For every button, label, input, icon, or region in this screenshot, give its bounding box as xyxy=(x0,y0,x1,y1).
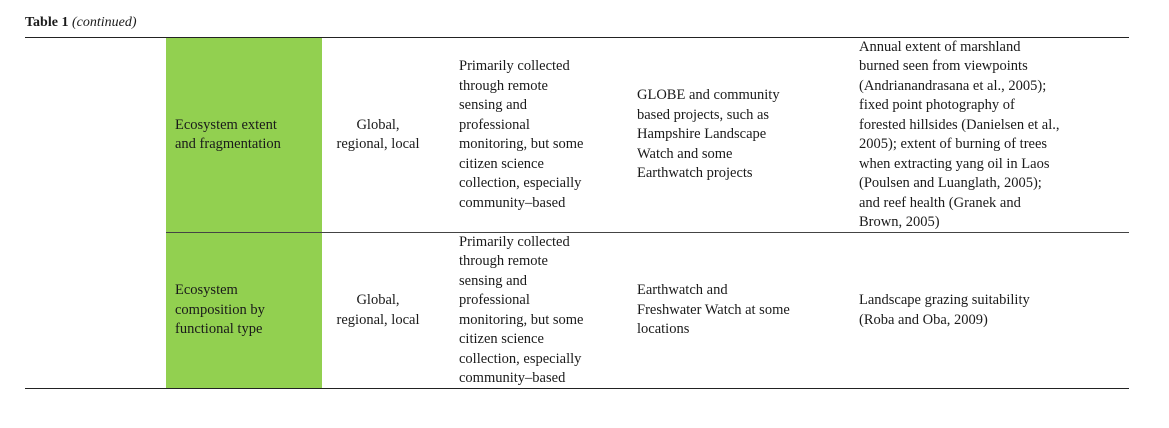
collection-cell xyxy=(459,233,627,388)
table-label: Table 1 xyxy=(25,15,69,30)
examples-text: Landscape grazing suitability (Roba and Oba, 2009) xyxy=(859,292,1030,328)
projects-text: GLOBE and community based projects, such as Hampshire Landscape Watch and some Earthwatch projects xyxy=(637,87,780,182)
projects-text: Earthwatch and Freshwater Watch at some locations xyxy=(637,282,790,338)
indicator-cell: Ecosystem composition by functional type xyxy=(175,282,265,338)
scale-text: Global, regional, local xyxy=(336,116,420,152)
collection-text: Primarily collected through remote sensing and professional monitoring, but some citizen science collection, especially community–based xyxy=(459,233,584,386)
table-caption xyxy=(25,14,136,32)
table-row xyxy=(175,233,317,388)
table-continued-note: (continued) xyxy=(71,15,137,30)
collection-cell xyxy=(459,38,627,232)
indicator-cell: Ecosystem extent and fragmentation xyxy=(175,116,281,152)
scale-text: Global, regional, local xyxy=(336,292,420,328)
examples-cell xyxy=(859,233,1124,388)
table-row xyxy=(175,38,317,232)
scale-cell xyxy=(326,38,430,232)
collection-text: Primarily collected through remote sensing and professional monitoring, but some citizen science collection, especially community–based xyxy=(459,58,584,211)
examples-cell xyxy=(859,38,1124,232)
examples-text: Annual extent of marshland burned seen from viewpoints (Andrianandrasana et al., 2005); fixed point photography of forested hillsides (Danielsen et al., 2005); extent of burning of trees when extracting yang oil in Laos (Poulsen and Luanglath, 2005); and reef health (Granek and Brown, 2005) xyxy=(859,38,1060,230)
scale-cell xyxy=(326,233,430,388)
projects-cell xyxy=(637,233,837,388)
projects-cell xyxy=(637,38,837,232)
